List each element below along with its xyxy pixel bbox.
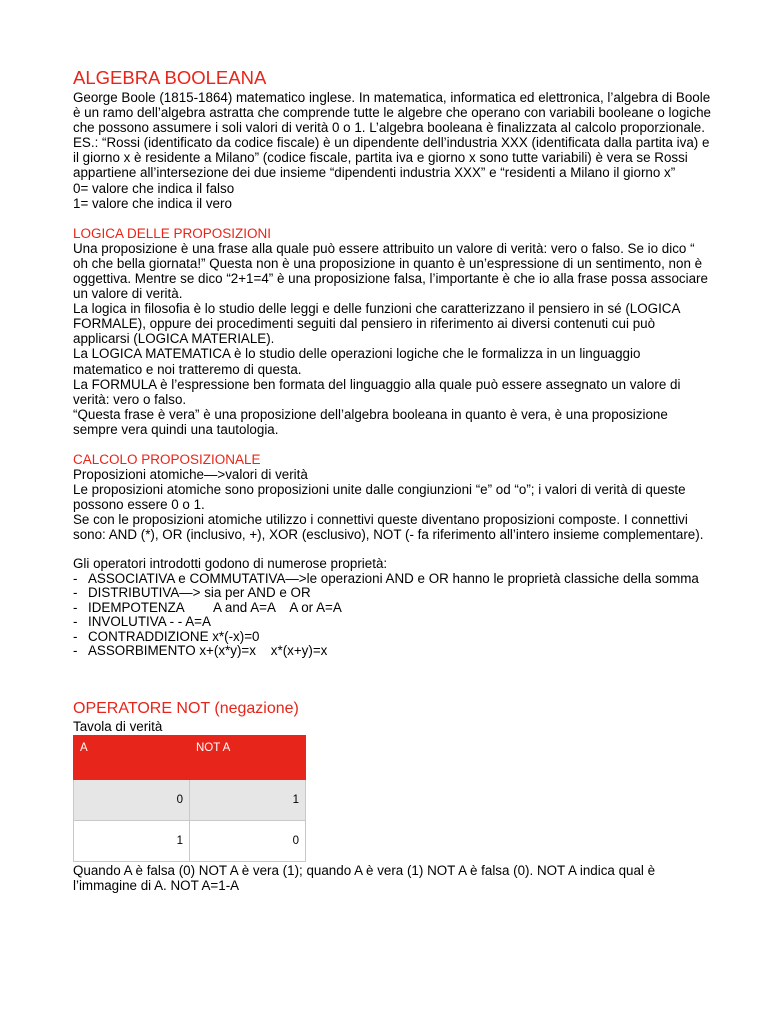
list-item: - INVOLUTIVA - - A=A <box>73 615 713 630</box>
list-item: - DISTRIBUTIVA—> sia per AND e OR <box>73 586 713 601</box>
document-page <box>73 66 713 893</box>
list-item: - CONTRADDIZIONE x*(-x)=0 <box>73 630 713 645</box>
truth-table <box>73 735 306 862</box>
table-row <box>74 820 306 861</box>
table-row <box>74 779 306 820</box>
logica-paragraph-2: La logica in filosofia è lo studio delle leggi e delle funzioni che caratterizzano il pensiero in sé (LOGICA FORMALE), oppure dei procedimenti seguiti dal pensiero in riferimento ai diversi contenuti cui può applicarsi (LOGICA MATERIALE). <box>73 301 680 347</box>
intro-paragraph-1: George Boole (1815-1864) matematico inglese. In matematica, informatica ed elettronica, l’algebra di Boole è un ramo dell’algebra astratta che comprende tutte le algebre che operano con variabili booleane o logiche che possono assumere i soli valori di verità 0 o 1. L’algebra booleana è finalizzata al calcolo proporzionale. <box>73 90 711 136</box>
not-heading: OPERATORE NOT (negazione) <box>73 699 299 717</box>
table-cell: 1 <box>74 820 190 861</box>
properties-list <box>73 572 713 659</box>
table-cell: 1 <box>190 779 306 820</box>
calcolo-paragraph-2: Le proposizioni atomiche sono proposizioni unite dalle congiunzioni “e” od “o”; i valori di verità di queste possono essere 0 o 1. <box>73 482 686 513</box>
calcolo-paragraph-4: Gli operatori introdotti godono di numerose proprietà: <box>73 556 388 572</box>
logica-paragraph-3: La LOGICA MATEMATICA è lo studio delle operazioni logiche che le formalizza in un linguaggio matematico e noi tratteremo di questa. <box>73 346 641 377</box>
spacer <box>73 659 713 699</box>
calcolo-heading: CALCOLO PROPOSIZIONALE <box>73 451 261 467</box>
not-paragraph-1: Quando A è falsa (0) NOT A è vera (1); quando A è vera (1) NOT A è falsa (0). NOT A indica qual è l’immagine di A. NOT A=1-A <box>73 862 656 893</box>
table-cell: 0 <box>190 820 306 861</box>
intro-paragraph-2: ES.: “Rossi (identificato da codice fiscale) è un dipendente dell’industria XXX (identificata dalla partita iva) e il giorno x è residente a Milano” (codice fiscale, partita iva e giorno x sono tutte variabili) è vera se Rossi appartiene all’intersezione dei due insieme “dipendenti industria XXX” e “residenti a Milano il giorno x” <box>73 135 710 181</box>
logica-heading: LOGICA DELLE PROPOSIZIONI <box>73 225 272 241</box>
list-item: - IDEMPOTENZA A and A=A A or A=A <box>73 601 713 616</box>
logica-paragraph-5: “Questa frase è vera” è una proposizione dell’algebra booleana in quanto è vera, è una proposizione sempre vera quindi una tautologia. <box>73 406 668 437</box>
list-item: - ASSORBIMENTO x+(x*y)=x x*(x+y)=x <box>73 644 713 659</box>
spacer <box>73 542 713 556</box>
table-header-cell: A <box>74 735 190 779</box>
not-subheading: Tavola di verità <box>73 718 163 734</box>
table-cell: 0 <box>74 779 190 820</box>
calcolo-paragraph-3: Se con le proposizioni atomiche utilizzo i connettivi queste diventano proposizioni composte. I connettivi sono: AND (*), OR (inclusivo, +), XOR (esclusivo), NOT (- fa riferimento all’intero insieme complementare). <box>73 512 704 543</box>
page-title: ALGEBRA BOOLEANA <box>73 67 267 88</box>
spacer <box>73 437 713 452</box>
calcolo-paragraph-1: Proposizioni atomiche—>valori di verità <box>73 466 308 482</box>
spacer <box>73 211 713 226</box>
logica-paragraph-4: La FORMULA è l’espressione ben formata del linguaggio alla quale può essere assegnato un valore di verità: vero o falso. <box>73 376 681 407</box>
intro-paragraph-3: 0= valore che indica il falso <box>73 180 235 196</box>
table-header-cell: NOT A <box>190 735 306 779</box>
table-header-row <box>74 735 306 779</box>
intro-paragraph-4: 1= valore che indica il vero <box>73 195 232 211</box>
list-item: - ASSOCIATIVA e COMMUTATIVA—>le operazioni AND e OR hanno le proprietà classiche della somma <box>73 572 713 587</box>
logica-paragraph-1: Una proposizione è una frase alla quale può essere attribuito un valore di verità: vero o falso. Se io dico “ oh che bella giornata!” Questa non è una proposizione in quanto è un’espressione di un sentimento, non è oggettiva. Mentre se dico “2+1=4” è una proposizione falsa, l’importante è che io alla frase possa associare un valore di verità. <box>73 240 708 302</box>
